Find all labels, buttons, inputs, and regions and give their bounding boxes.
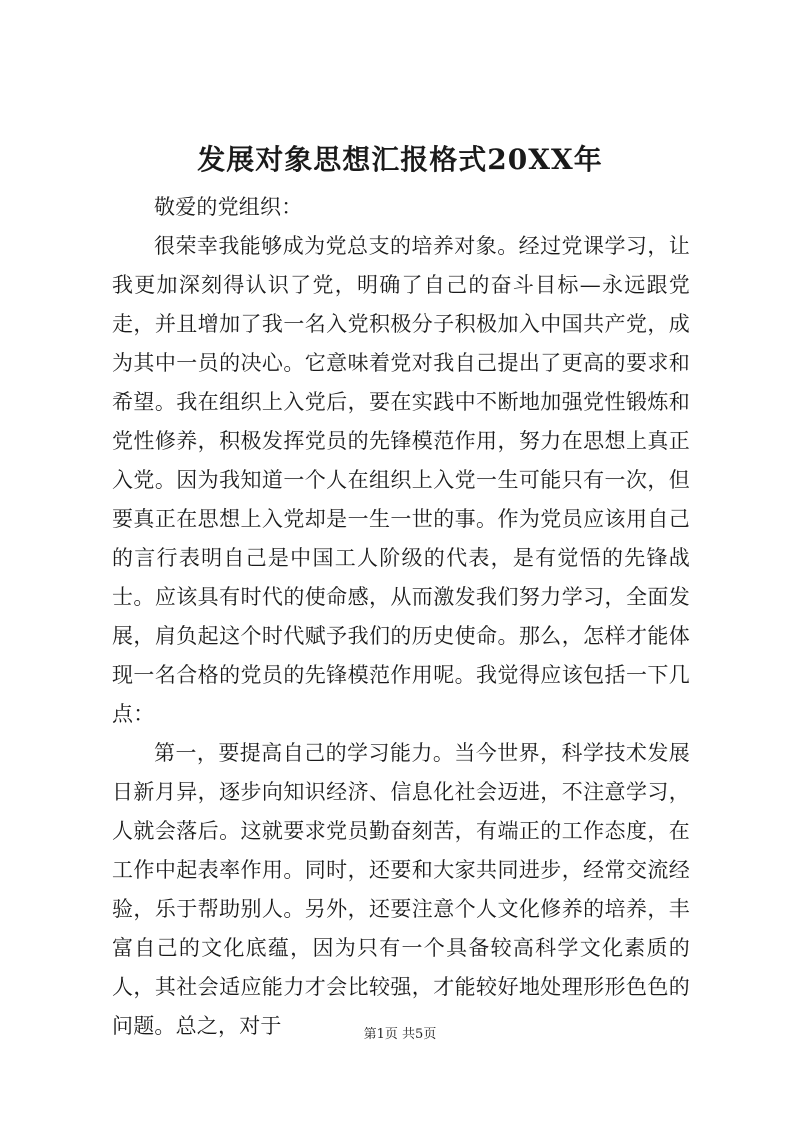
document-body	[112, 188, 690, 1046]
document-title: 发展对象思想汇报格式20XX年	[197, 143, 603, 176]
page-footer	[0, 1025, 800, 1045]
paragraph-1: 很荣幸我能够成为党总支的培养对象。经过党课学习，让我更加深刻得认识了党，明确了自己的奋斗目标—永远跟党走，并且增加了我一名入党积极分子积极加入中国共产党，成为其中一员的决心。它意味着党对我自己提出了更高的要求和希望。我在组织上入党后，要在实践中不断地加强党性锻炼和党性修养，积极发挥党员的先锋模范作用，努力在思想上真正入党。因为我知道一个人在组织上入党一生可能只有一次，但要真正在思想上入党却是一生一世的事。作为党员应该用自己的言行表明自己是中国工人阶级的代表，是有觉悟的先锋战士。应该具有时代的使命感，从而激发我们努力学习，全面发展，肩负起这个时代赋予我们的历史使命。那么，怎样才能体现一名合格的党员的先锋模范作用呢。我觉得应该包括一下几点：	[112, 234, 690, 726]
page-indicator: 第1页 共5页	[363, 1027, 437, 1042]
paragraph-2: 第一，要提高自己的学习能力。当今世界，科学技术发展日新月异，逐步向知识经济、信息化社会迈进，不注意学习，人就会落后。这就要求党员勤奋刻苦，有端正的工作态度，在工作中起表率作用。同时，还要和大家共同进步，经常交流经验，乐于帮助别人。另外，还要注意个人文化修养的培养，丰富自己的文化底蕴，因为只有一个具备较高科学文化素质的人，其社会适应能力才会比较强，才能较好地处理形形色色的问题。总之，对于	[112, 741, 690, 1038]
salutation: 敬爱的党组织：	[154, 195, 303, 219]
